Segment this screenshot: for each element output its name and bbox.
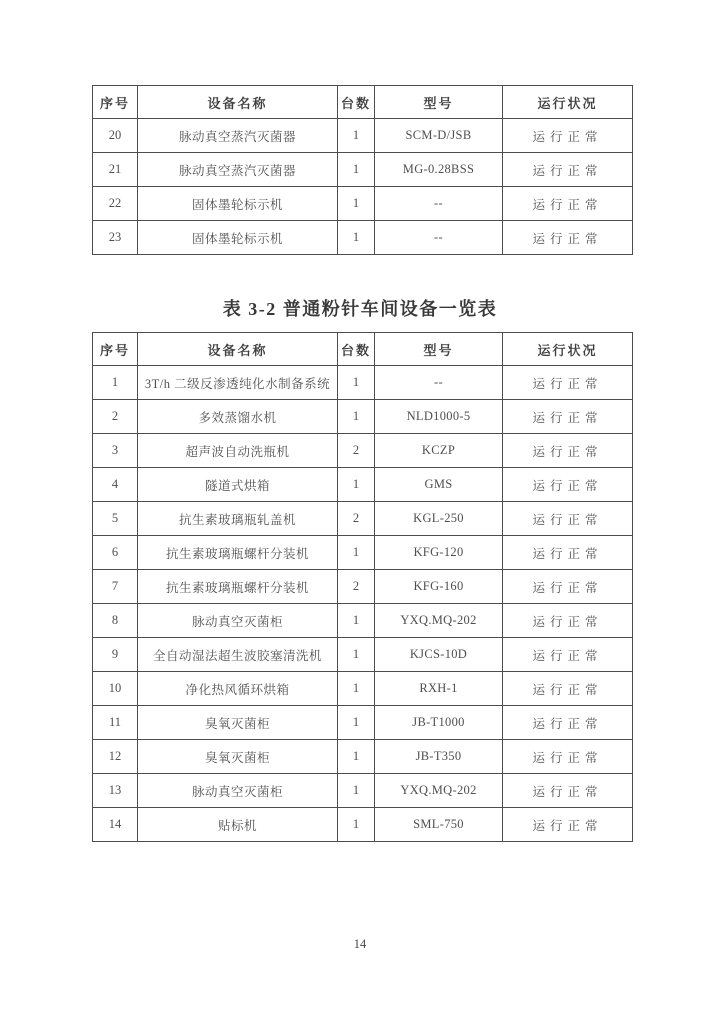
table-cell: 1	[338, 468, 375, 502]
table-row	[93, 468, 633, 502]
table-cell: 抗生素玻璃瓶螺杆分装机	[138, 570, 338, 604]
table-cell: KJCS-10D	[375, 638, 503, 672]
column-header: 台数	[338, 333, 375, 366]
table-cell: 1	[338, 638, 375, 672]
table-cell: 抗生素玻璃瓶轧盖机	[138, 502, 338, 536]
table-cell: 运行正常	[503, 119, 633, 153]
table-cell: 7	[93, 570, 138, 604]
column-header: 运行状况	[503, 86, 633, 119]
table-cell: 2	[338, 570, 375, 604]
table-cell: 1	[338, 604, 375, 638]
table-cell: 运行正常	[503, 604, 633, 638]
table-row	[93, 570, 633, 604]
table-cell: 运行正常	[503, 502, 633, 536]
column-header: 序号	[93, 333, 138, 366]
table-row	[93, 400, 633, 434]
table-cell: 1	[338, 740, 375, 774]
table-cell: 1	[338, 808, 375, 842]
table-cell: 运行正常	[503, 434, 633, 468]
table-cell: 多效蒸馏水机	[138, 400, 338, 434]
table-header-row	[93, 333, 633, 366]
column-header: 设备名称	[138, 86, 338, 119]
table-cell: 8	[93, 604, 138, 638]
table-cell: 抗生素玻璃瓶螺杆分装机	[138, 536, 338, 570]
table-cell: 脉动真空灭菌柜	[138, 604, 338, 638]
table-cell: 运行正常	[503, 638, 633, 672]
table-cell: 1	[338, 774, 375, 808]
table-cell: 13	[93, 774, 138, 808]
table-cell: KFG-160	[375, 570, 503, 604]
table-cell: 1	[338, 187, 375, 221]
table-cell: 22	[93, 187, 138, 221]
table-cell: 隧道式烘箱	[138, 468, 338, 502]
table-cell: KFG-120	[375, 536, 503, 570]
table-cell: KGL-250	[375, 502, 503, 536]
table-header-row	[93, 86, 633, 119]
table-cell: 21	[93, 153, 138, 187]
table-cell: 运行正常	[503, 221, 633, 255]
table-row	[93, 808, 633, 842]
table-cell: 1	[338, 221, 375, 255]
table-cell: 14	[93, 808, 138, 842]
table-cell: GMS	[375, 468, 503, 502]
table-cell: 脉动真空蒸汽灭菌器	[138, 119, 338, 153]
table-row	[93, 604, 633, 638]
table-row	[93, 434, 633, 468]
table-cell: --	[375, 187, 503, 221]
table-cell: 1	[338, 366, 375, 400]
table-cell: 运行正常	[503, 187, 633, 221]
equipment-table-3-2	[92, 332, 633, 842]
table-cell: 2	[338, 502, 375, 536]
column-header: 运行状况	[503, 333, 633, 366]
table-cell: JB-T1000	[375, 706, 503, 740]
table-cell: 净化热风循环烘箱	[138, 672, 338, 706]
table-cell: NLD1000-5	[375, 400, 503, 434]
table-cell: 臭氧灭菌柜	[138, 706, 338, 740]
table-row	[93, 221, 633, 255]
table-cell: 运行正常	[503, 153, 633, 187]
table-cell: 1	[338, 119, 375, 153]
table-cell: 23	[93, 221, 138, 255]
table-cell: 1	[338, 153, 375, 187]
table-cell: 运行正常	[503, 400, 633, 434]
table-cell: KCZP	[375, 434, 503, 468]
table-cell: 10	[93, 672, 138, 706]
table-cell: YXQ.MQ-202	[375, 604, 503, 638]
table-cell: 运行正常	[503, 774, 633, 808]
table-cell: 超声波自动洗瓶机	[138, 434, 338, 468]
table-3-2-title: 表 3-2 普通粉针车间设备一览表	[222, 299, 498, 319]
table-cell: 运行正常	[503, 536, 633, 570]
table-cell: 运行正常	[503, 366, 633, 400]
table-cell: 4	[93, 468, 138, 502]
table-row	[93, 740, 633, 774]
table-cell: 1	[93, 366, 138, 400]
table-row	[93, 187, 633, 221]
table-cell: 固体墨轮标示机	[138, 221, 338, 255]
table-cell: 全自动湿法超生波胶塞清洗机	[138, 638, 338, 672]
table-cell: --	[375, 221, 503, 255]
table-cell: 1	[338, 536, 375, 570]
table-cell: 11	[93, 706, 138, 740]
table-cell: 运行正常	[503, 570, 633, 604]
table-cell: 5	[93, 502, 138, 536]
table-cell: 1	[338, 706, 375, 740]
column-header: 型号	[375, 86, 503, 119]
table-row	[93, 119, 633, 153]
table-cell: 12	[93, 740, 138, 774]
table-cell: 2	[93, 400, 138, 434]
table-row	[93, 502, 633, 536]
table-cell: 6	[93, 536, 138, 570]
table-cell: JB-T350	[375, 740, 503, 774]
table-cell: 运行正常	[503, 808, 633, 842]
equipment-table-continued	[92, 85, 633, 255]
table-cell: 运行正常	[503, 672, 633, 706]
table-cell: 3T/h 二级反渗透纯化水制备系统	[138, 366, 338, 400]
table-cell: 20	[93, 119, 138, 153]
table-cell: 运行正常	[503, 706, 633, 740]
table-cell: 1	[338, 400, 375, 434]
table-cell: YXQ.MQ-202	[375, 774, 503, 808]
table-row	[93, 774, 633, 808]
table-cell: RXH-1	[375, 672, 503, 706]
table-cell: 运行正常	[503, 740, 633, 774]
table-row	[93, 366, 633, 400]
table-cell: 3	[93, 434, 138, 468]
table-row	[93, 706, 633, 740]
column-header: 型号	[375, 333, 503, 366]
table-row	[93, 536, 633, 570]
table-cell: 2	[338, 434, 375, 468]
page-number: 14	[353, 937, 367, 951]
table-cell: 脉动真空灭菌柜	[138, 774, 338, 808]
table-cell: 臭氧灭菌柜	[138, 740, 338, 774]
table-row	[93, 153, 633, 187]
table-cell: 脉动真空蒸汽灭菌器	[138, 153, 338, 187]
column-header: 台数	[338, 86, 375, 119]
table-cell: --	[375, 366, 503, 400]
table-row	[93, 638, 633, 672]
column-header: 序号	[93, 86, 138, 119]
table-cell: 固体墨轮标示机	[138, 187, 338, 221]
table-cell: 运行正常	[503, 468, 633, 502]
table-cell: SCM-D/JSB	[375, 119, 503, 153]
table-cell: 9	[93, 638, 138, 672]
table-row	[93, 672, 633, 706]
table-cell: SML-750	[375, 808, 503, 842]
table-cell: MG-0.28BSS	[375, 153, 503, 187]
column-header: 设备名称	[138, 333, 338, 366]
table-cell: 1	[338, 672, 375, 706]
table-cell: 贴标机	[138, 808, 338, 842]
